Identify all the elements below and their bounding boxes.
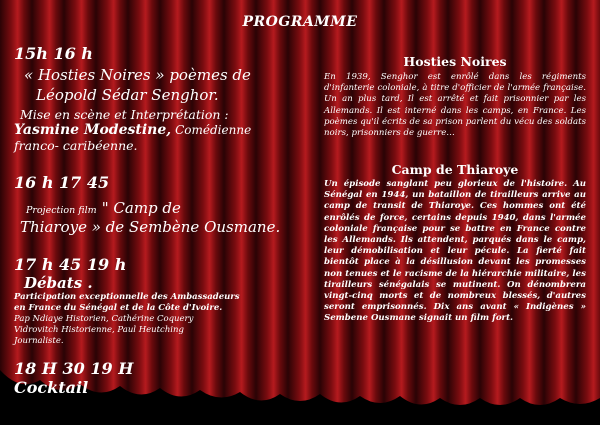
session-1 <box>14 44 294 153</box>
page-title: PROGRAMME <box>242 14 358 30</box>
session-2-line2: Thiaroye » de Sembène Ousmane. <box>20 218 281 236</box>
hosties-noires-heading: Hosties Noires <box>403 54 507 69</box>
session-2-time: 16 h 17 45 <box>14 173 110 192</box>
session-1-name: Yasmine Modestine, <box>14 122 172 138</box>
session-3-l2: en France du Sénégal et de la Côte d'Ivoire. <box>14 303 223 313</box>
hosties-noires-section <box>324 54 586 139</box>
session-3-l3: Pap Ndiaye Historien, Cathérine Coquery <box>14 314 194 324</box>
session-3-time: 17 h 45 19 h <box>14 255 127 274</box>
program-schedule <box>14 44 294 397</box>
session-1-line1: « Hosties Noires » poèmes de <box>24 66 251 84</box>
session-1-line3: Mise en scène et Interprétation : <box>20 107 229 122</box>
session-1-line5: franco- caribéenne. <box>14 138 138 153</box>
session-2-film: " Camp de <box>101 199 181 217</box>
session-3-l4: Vidrovitch Historienne, Paul Heutching <box>14 325 184 335</box>
session-4-title: Cocktail <box>14 378 89 397</box>
session-3-l1: Participation exceptionnelle des Ambassadeurs <box>14 292 240 302</box>
session-3 <box>14 255 294 347</box>
session-1-line2: Léopold Sédar Senghor. <box>36 86 219 104</box>
session-3-l5: Journaliste. <box>14 336 64 346</box>
camp-thiaroye-section <box>324 162 586 325</box>
session-4 <box>14 359 294 397</box>
session-3-title: Débats . <box>24 274 93 292</box>
session-4-time: 18 H 30 19 H <box>14 359 134 378</box>
camp-thiaroye-heading: Camp de Thiaroye <box>391 162 519 177</box>
session-2 <box>14 173 294 237</box>
session-1-time: 15h 16 h <box>14 44 93 63</box>
session-1-role: Comédienne <box>175 123 252 137</box>
hosties-noires-text: En 1939, Senghor est enrôlé dans les régiments d'infanterie coloniale, à titre d'officier de l'armée française. Un an plus tard, Il est arrêté et fait prisonnier par les Allemands. Il est interné dans les camps, en France. Les poèmes qu'il écrits de sa prison parlent du vécu des soldats noirs, prisonniers de guerre… <box>324 72 586 139</box>
session-2-pre: Projection film <box>26 205 97 216</box>
camp-thiaroye-text: Un épisode sanglant peu glorieux de l'histoire. Au Sénégal en 1944, un bataillon de tirailleurs arrive au camp de transit de Thiaroye. Ces hommes ont été enrôlés de force, certains depuis 1940, dans l'armée coloniale française pour se battre en France contre les Allemands. Ils attendent, parqués dans le camp, leur démobilisation et leur pécule. La fierté fait bientôt place à la désillusion devant les promesses non tenues et le racisme de la hiérarchie militaire, les tirailleurs sénégalais se mutinent. On dénombrera vingt-cinq morts et de nombreux blessés, d'autres seront emprisonnés. Dix ans avant « Indigènes » Sembene Ousmane signait un film fort. <box>324 179 586 324</box>
